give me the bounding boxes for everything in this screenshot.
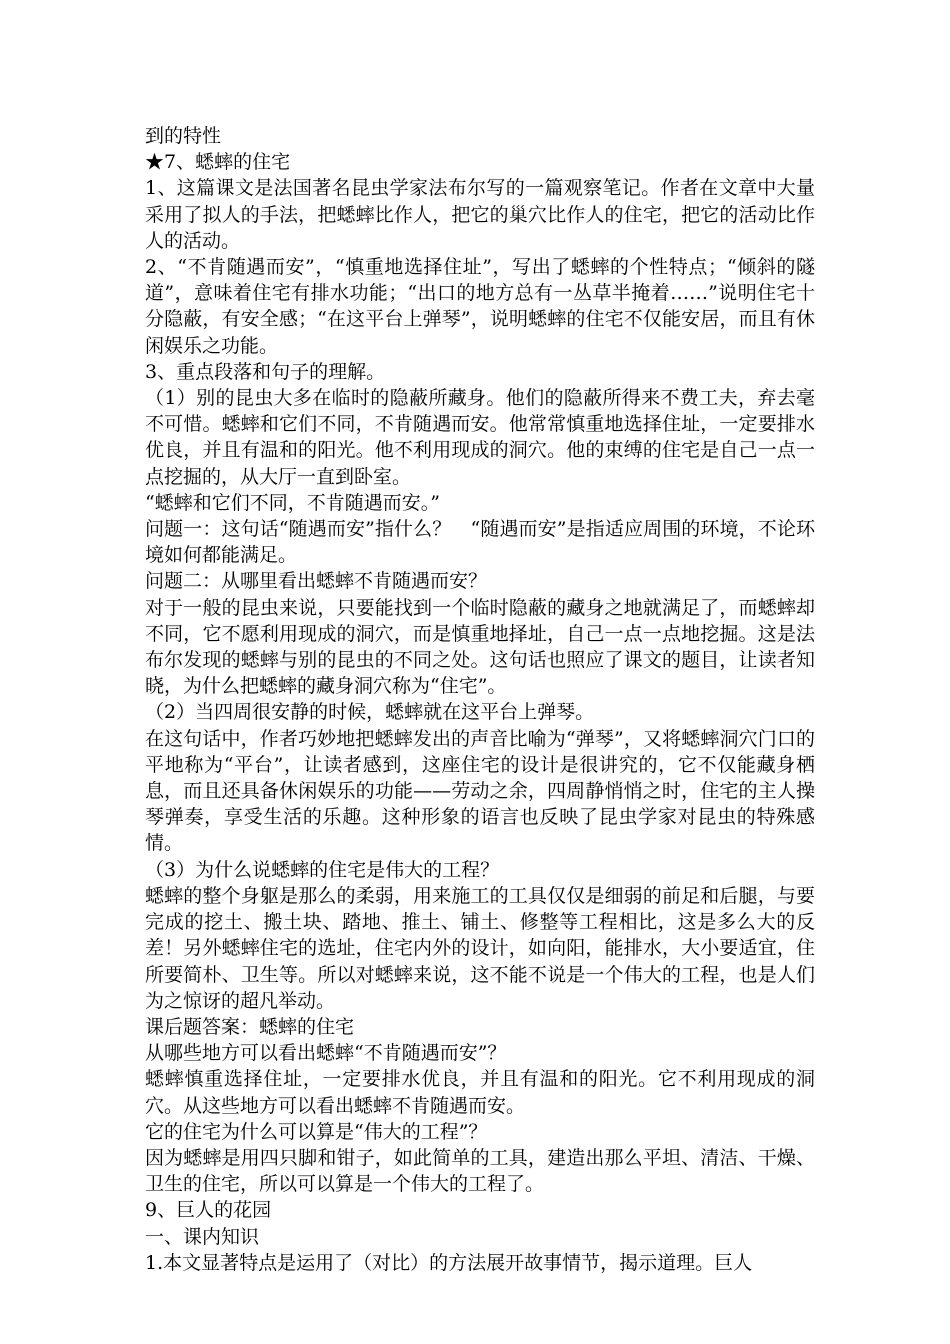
paragraph-question-1: 问题一：这句话“随遇而安”指什么？ “随遇而安”是指适应周围的环境，不论环境如何都能满足。 bbox=[145, 518, 815, 567]
paragraph-key-passage-3: （3）为什么说蟋蟀的住宅是伟大的工程？ bbox=[145, 858, 500, 881]
paragraph-homework-a2: 因为蟋蟀是用四只脚和钳子，如此简单的工具，建造出那么平坦、清洁、干燥、卫生的住宅，所以可以算是一个伟大的工程了。 bbox=[145, 1146, 815, 1196]
paragraph-quote: “蟋蟀和它们不同，不肯随遇而安。” bbox=[145, 491, 440, 514]
paragraph-point-1: 1、这篇课文是法国著名昆虫学家法布尔写的一篇观察笔记。作者在文章中大量采用了拟人的手法，把蟋蟀比作人，把它的巢穴比作人的住宅，把它的活动比作人的活动。 bbox=[145, 177, 815, 252]
paragraph-homework-a1: 蟋蟀慎重选择住址，一定要排水优良，并且有温和的阳光。它不利用现成的洞穴。从这些地方可以看出蟋蟀不肯随遇而安。 bbox=[145, 1068, 815, 1117]
paragraph-point-3: 3、重点段落和句子的理解。 bbox=[145, 360, 386, 383]
paragraph-answer-2: 对于一般的昆虫来说，只要能找到一个临时隐蔽的藏身之地就满足了，而蟋蟀却不同，它不愿利用现成的洞穴，而是慎重地择址，自己一点一点地挖掘。这是法布尔发现的蟋蟀与别的昆虫的不同之处。这句话也照应了课文的题目，让读者知晓，为什么把蟋蟀的藏身洞穴称为“住宅”。 bbox=[145, 596, 815, 698]
paragraph-homework-title: 课后题答案：蟋蟀的住宅 bbox=[145, 1015, 355, 1038]
document-page bbox=[145, 123, 815, 1276]
paragraph-key-passage-2: （2）当四周很安静的时候，蟋蟀就在这平台上弹琴。 bbox=[145, 701, 595, 724]
paragraph-homework-q2: 它的住宅为什么可以算是“伟大的工程”？ bbox=[145, 1120, 488, 1143]
section-heading-cricket-house: ★7、蟋蟀的住宅 bbox=[145, 151, 291, 174]
paragraph-analysis-2: 在这句话中，作者巧妙地把蟋蟀发出的声音比喻为“弹琴”，又将蟋蟀洞穴门口的平地称为“平台”，让读者感到，这座住宅的设计是很讲究的，它不仅能藏身栖息，而且还具备休闲娱乐的功能——劳动之余，四周静悄悄之时，住宅的主人操琴弹奏，享受生活的乐趣。这种形象的语言也反映了昆虫学家对昆虫的特殊感情。 bbox=[145, 727, 815, 855]
paragraph-key-passage-1: （1）别的昆虫大多在临时的隐蔽所藏身。他们的隐蔽所得来不费工夫，弃去毫不可惜。蟋蟀和它们不同，不肯随遇而安。他常常慎重地选择住址，一定要排水优良，并且有温和的阳光。他不利用现成的洞穴。他的束缚的住宅是自己一点一点挖掘的，从大厅一直到卧室。 bbox=[145, 387, 815, 488]
paragraph-homework-q1: 从哪些地方可以看出蟋蟀“不肯随遇而安”？ bbox=[145, 1042, 507, 1065]
paragraph-point-2: 2、“不肯随遇而安”，“慎重地选择住址”，写出了蟋蟀的个性特点；“倾斜的隧道”，意味着住宅有排水功能；“出口的地方总有一丛草半掩着……”说明住宅十分隐蔽，有安全感；“在这平台上弹琴”，说明蟋蟀的住宅不仅能安居，而且有休闲娱乐之功能。 bbox=[145, 256, 815, 357]
paragraph-question-2: 问题二：从哪里看出蟋蟀不肯随遇而安？ bbox=[145, 570, 488, 593]
paragraph-analysis-3: 蟋蟀的整个身躯是那么的柔弱，用来施工的工具仅仅是细弱的前足和后腿，与要完成的挖土、搬土块、踏地、推土、铺土、修整等工程相比，这是多么大的反差！另外蟋蟀住宅的选址，住宅内外的设计，如向阳，能排水，大小要适宜，住所要简朴、卫生等。所以对蟋蟀来说，这不能不说是一个伟大的工程，也是人们为之惊讶的超凡举动。 bbox=[145, 884, 815, 1012]
subsection-heading: 一、课内知识 bbox=[145, 1225, 260, 1248]
paragraph-continuation: 到的特性 bbox=[145, 125, 222, 147]
paragraph-giant-point-1: 1.本文显著特点是运用了（对比）的方法展开故事情节，揭示道理。巨人 bbox=[145, 1251, 753, 1274]
section-heading-giant-garden: 9、巨人的花园 bbox=[145, 1199, 272, 1222]
